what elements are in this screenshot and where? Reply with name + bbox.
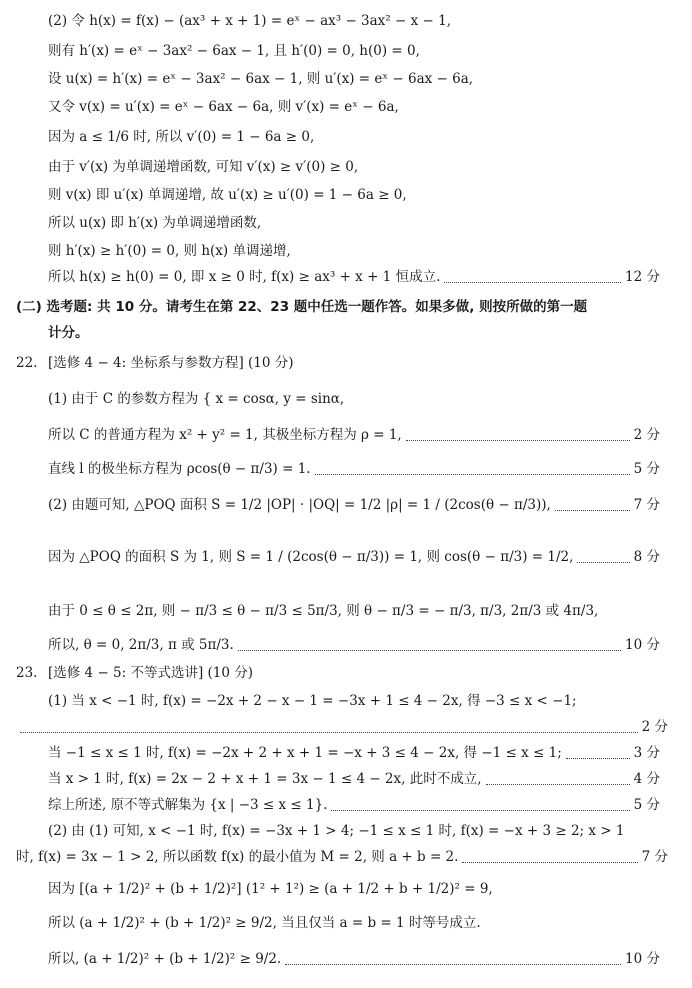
dot-leader [331, 800, 629, 811]
solution-line: 由于 v′(x) 为单调递增函数, 可知 v′(x) ≥ v′(0) ≥ 0, [48, 159, 359, 175]
score-label: 5 分 [633, 461, 660, 477]
score-label: 8 分 [633, 549, 660, 565]
dot-leader [566, 748, 630, 759]
solution-line: (2) 令 h(x) = f(x) − (ax³ + x + 1) = eˣ − ax³ − 3ax² − x − 1, [48, 13, 451, 29]
scored-line: 时, f(x) = 3x − 1 > 2, 所以函数 f(x) 的最小值为 M = 2, 则 a + b = 2. 7 分 [16, 846, 668, 868]
score-label: 4 分 [633, 771, 660, 787]
scored-line: 所以 C 的普通方程为 x² + y² = 1, 其极坐标方程为 ρ = 1, 2 分 [48, 424, 660, 446]
solution-line: 则 h′(x) ≥ h′(0) = 0, 则 h(x) 单调递增, [48, 243, 291, 259]
section-heading-cont: 计分。 [48, 325, 89, 341]
solution-line: 因为 a ≤ 1/6 时, 所以 v′(0) = 1 − 6a ≥ 0, [48, 129, 315, 145]
dot-leader [20, 722, 638, 733]
scored-line: 所以, θ = 0, 2π/3, π 或 5π/3. 10 分 [48, 634, 660, 656]
solution-line: 设 u(x) = h′(x) = eˣ − 3ax² − 6ax − 1, 则 u′(x) = eˣ − 6ax − 6a, [48, 71, 474, 87]
solution-line: (1) 由于 C 的参数方程为 { x = cosα, y = sinα, [48, 391, 345, 407]
score-label: 7 分 [633, 497, 660, 513]
dot-leader [577, 552, 629, 563]
dot-leader [462, 852, 637, 863]
score-label: 2 分 [633, 427, 660, 443]
scored-line: 综上所述, 原不等式解集为 {x | −3 ≤ x ≤ 1}. 5 分 [48, 794, 660, 816]
solution-line: 所以 (a + 1/2)² + (b + 1/2)² ≥ 9/2, 当且仅当 a = b = 1 时等号成立. [48, 915, 481, 931]
score-label: 10 分 [625, 637, 660, 653]
problem-22-heading: 22. [选修 4 − 4: 坐标系与参数方程] (10 分) [16, 352, 668, 374]
section-heading: (二) 选考题: 共 10 分。请考生在第 22、23 题中任选一题作答。如果多做, 则按所做的第一题 [16, 299, 588, 315]
score-label: 2 分 [641, 719, 668, 735]
score-label: 7 分 [641, 849, 668, 865]
score-label: 5 分 [633, 797, 660, 813]
solution-line: 所以 u(x) 即 h′(x) 为单调递增函数, [48, 215, 262, 231]
scored-line: 所以, (a + 1/2)² + (b + 1/2)² ≥ 9/2. 10 分 [48, 948, 660, 970]
score-label: 12 分 [625, 269, 660, 285]
scored-line: 所以 h(x) ≥ h(0) = 0, 即 x ≥ 0 时, f(x) ≥ ax³ + x + 1 恒成立. 12 分 [48, 266, 660, 288]
score-label: 10 分 [625, 951, 660, 967]
problem-23-heading: 23. [选修 4 − 5: 不等式选讲] (10 分) [16, 662, 668, 684]
dot-leader [444, 272, 621, 283]
dot-leader [315, 464, 630, 475]
scored-line: 当 x > 1 时, f(x) = 2x − 2 + x + 1 = 3x − 1 ≤ 4 − 2x, 此时不成立, 4 分 [48, 768, 660, 790]
scored-line: 因为 △POQ 的面积 S 为 1, 则 S = 1 / (2cos(θ − π/3)) = 1, 则 cos(θ − π/3) = 1/2, 8 分 [48, 546, 660, 568]
problem-number: 23. [16, 665, 38, 681]
solution-line: 则有 h′(x) = eˣ − 3ax² − 6ax − 1, 且 h′(0) = 0, h(0) = 0, [48, 43, 420, 59]
solution-line: 由于 0 ≤ θ ≤ 2π, 则 − π/3 ≤ θ − π/3 ≤ 5π/3, 则 θ − π/3 = − π/3, π/3, 2π/3 或 4π/3, [48, 603, 599, 619]
dot-leader [486, 774, 630, 785]
problem-number: 22. [16, 355, 38, 371]
scored-line: 直线 l 的极坐标方程为 ρcos(θ − π/3) = 1. 5 分 [48, 458, 660, 480]
solution-line: 又令 v(x) = u′(x) = eˣ − 6ax − 6a, 则 v′(x) = eˣ − 6a, [48, 99, 399, 115]
solution-line: (2) 由 (1) 可知, x < −1 时, f(x) = −3x + 1 > 4; −1 ≤ x ≤ 1 时, f(x) = −x + 3 ≥ 2; x > 1 [48, 823, 625, 839]
scored-line [16, 716, 668, 738]
solution-line: 因为 [(a + 1/2)² + (b + 1/2)²] (1² + 1²) ≥ (a + 1/2 + b + 1/2)² = 9, [48, 881, 493, 897]
score-label: 3 分 [633, 745, 660, 761]
dot-leader [285, 954, 621, 965]
solution-line: 则 v(x) 即 u′(x) 单调递增, 故 u′(x) ≥ u′(0) = 1 − 6a ≥ 0, [48, 187, 407, 203]
scored-line: (2) 由题可知, △POQ 面积 S = 1/2 |OP| · |OQ| = 1/2 |ρ| = 1 / (2cos(θ − π/3)), 7 分 [48, 494, 660, 516]
scored-line: 当 −1 ≤ x ≤ 1 时, f(x) = −2x + 2 + x + 1 = −x + 3 ≤ 4 − 2x, 得 −1 ≤ x ≤ 1; 3 分 [48, 742, 660, 764]
dot-leader [406, 430, 630, 441]
dot-leader [555, 500, 630, 511]
dot-leader [238, 640, 621, 651]
solution-line: (1) 当 x < −1 时, f(x) = −2x + 2 − x − 1 = −3x + 1 ≤ 4 − 2x, 得 −3 ≤ x < −1; [48, 693, 577, 709]
